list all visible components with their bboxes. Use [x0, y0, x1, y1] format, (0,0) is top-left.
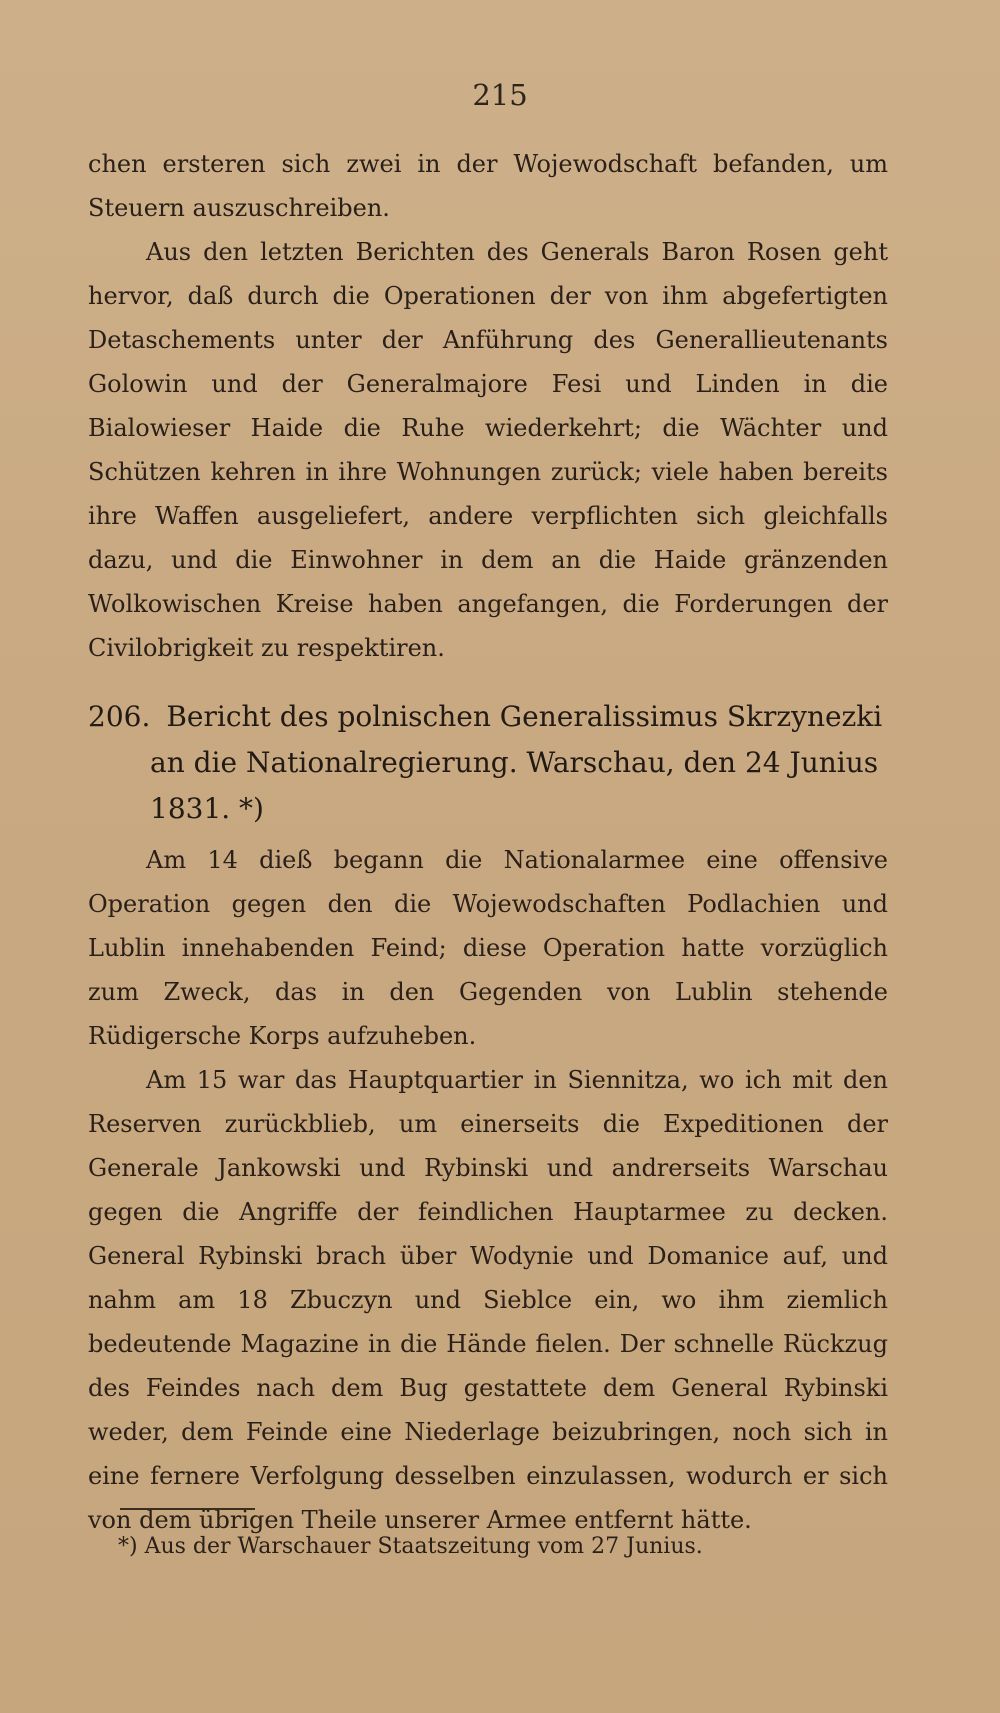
paragraph-headquarters: Am 15 war das Hauptquartier in Siennitza, wo ich mit den Reserven zurückblieb, um einerseits die Expeditionen der Generale Jankowski und Rybinski und andrerseits Warschau gegen die Angriffe der feindlichen Hauptarmee zu decken. General Rybinski brach über Wodynie und Domanice auf, und nahm am 18 Zbuczyn und Sieblce ein, wo ihm ziemlich bedeutende Magazine in die Hände fielen. Der schnelle Rückzug des Feindes nach dem Bug gestattete dem General Rybinski weder, dem Feinde eine Niederlage beizubringen, noch sich in eine fernere Verfolgung desselben einzulassen, wodurch er sich von dem übrigen Theile unserer Armee entfernt hätte.	[88, 1066, 888, 1534]
page-number: 215	[472, 78, 528, 112]
section-number: 206.	[88, 700, 151, 733]
section-heading	[88, 694, 888, 832]
paragraph-offensive: Am 14 dieß begann die Nationalarmee eine offensive Operation gegen den die Wojewodschaften Podlachien und Lublin innehabenden Feind; diese Operation hatte vorzüglich zum Zweck, das in den Gegenden von Lublin stehende Rüdigersche Korps aufzuheben.	[88, 846, 888, 1050]
footnote-divider	[120, 1508, 255, 1510]
paragraph-rosen-report: Aus den letzten Berichten des Generals Baron Rosen geht hervor, daß durch die Operationen der von ihm abgefertigten Detaschements unter der Anführung des Generallieutenants Golowin und der Generalmajore Fesi und Linden in die Bialowieser Haide die Ruhe wiederkehrt; die Wächter und Schützen kehren in ihre Wohnungen zurück; viele haben bereits ihre Waffen ausgeliefert, andere verpflichten sich gleichfalls dazu, und die Einwohner in dem an die Haide gränzenden Wolkowischen Kreise haben angefangen, die Forderungen der Civilobrigkeit zu respektiren.	[88, 238, 888, 662]
paragraph-continuation: chen ersteren sich zwei in der Wojewodschaft befanden, um Steuern auszuschreiben.	[88, 150, 888, 222]
spacer	[88, 670, 888, 678]
section-title: Bericht des polnischen Generalissimus Skrzynezki an die Nationalregierung. Warschau, den 24 Junius 1831. *)	[150, 700, 883, 825]
footnote: *) Aus der Warschauer Staatszeitung vom 27 Junius.	[118, 1534, 703, 1559]
page-body	[88, 142, 888, 1542]
